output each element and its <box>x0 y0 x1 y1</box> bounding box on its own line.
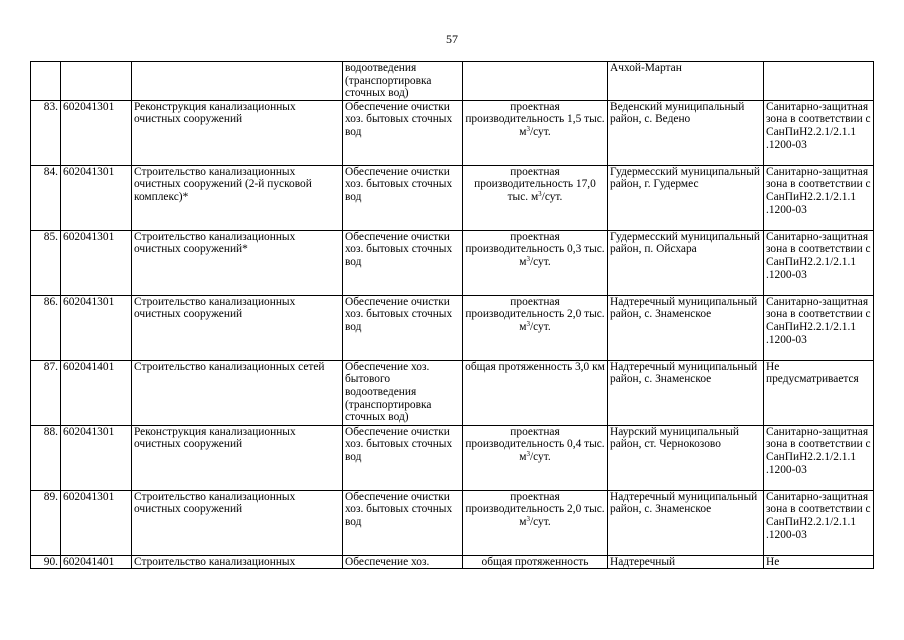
cell-location: Гудермесский муниципальный район, п. Ойсхара <box>608 230 764 295</box>
cell-code: 602041301 <box>61 100 132 165</box>
cell-capacity <box>463 62 608 101</box>
table-row <box>31 555 874 569</box>
cell-location: Гудермесский муниципальный район, г. Гудермес <box>608 165 764 230</box>
cell-code <box>61 62 132 101</box>
cell-zone: Санитарно-защитная зона в соответствии с СанПиН2.2.1/2.1.1 .1200-03 <box>764 230 874 295</box>
cell-number: 89. <box>31 490 61 555</box>
cell-location: Надтеречный муниципальный район, с. Знаменское <box>608 295 764 360</box>
cell-name <box>132 62 343 101</box>
cell-zone: Санитарно-защитная зона в соответствии с СанПиН2.2.1/2.1.1 .1200-03 <box>764 425 874 490</box>
cell-code: 602041401 <box>61 555 132 569</box>
cell-code: 602041301 <box>61 230 132 295</box>
cell-location: Веденский муниципальный район, с. Ведено <box>608 100 764 165</box>
table-row <box>31 295 874 360</box>
cell-zone: Санитарно-защитная зона в соответствии с СанПиН2.2.1/2.1.1 .1200-03 <box>764 490 874 555</box>
cell-capacity: проектная производительность 1,5 тыс. $м^3$/сут. <box>463 100 608 165</box>
cell-purpose: Обеспечение очистки хоз. бытовых сточных вод <box>343 165 463 230</box>
cell-number: 87. <box>31 360 61 425</box>
superscript-3: 3 <box>526 514 530 523</box>
cell-code: 602041301 <box>61 165 132 230</box>
cell-purpose: Обеспечение хоз. бытового водоотведения (транспортировка сточных вод) <box>343 360 463 425</box>
cell-capacity: общая протяженность 3,0 км <box>463 360 608 425</box>
cell-location: Ачхой-Мартан <box>608 62 764 101</box>
cell-number <box>31 62 61 101</box>
cell-purpose: Обеспечение очистки хоз. бытовых сточных вод <box>343 425 463 490</box>
cell-name: Строительство канализационных очистных сооружений <box>132 295 343 360</box>
cell-code: 602041401 <box>61 360 132 425</box>
cell-zone <box>764 62 874 101</box>
cell-number: 85. <box>31 230 61 295</box>
cell-zone: Санитарно-защитная зона в соответствии с СанПиН2.2.1/2.1.1 .1200-03 <box>764 100 874 165</box>
cell-code: 602041301 <box>61 425 132 490</box>
table-row <box>31 62 874 101</box>
cell-code: 602041301 <box>61 490 132 555</box>
cell-zone: Санитарно-защитная зона в соответствии с СанПиН2.2.1/2.1.1 .1200-03 <box>764 295 874 360</box>
cell-name: Строительство канализационных сетей <box>132 360 343 425</box>
cell-purpose: Обеспечение очистки хоз. бытовых сточных вод <box>343 100 463 165</box>
cell-number: 84. <box>31 165 61 230</box>
cell-zone: Не предусматривается <box>764 360 874 425</box>
superscript-3: 3 <box>526 254 530 263</box>
cell-code: 602041301 <box>61 295 132 360</box>
superscript-3: 3 <box>538 189 542 198</box>
cell-number: 90. <box>31 555 61 569</box>
page-number: 57 <box>446 32 458 46</box>
cell-zone: Санитарно-защитная зона в соответствии с СанПиН2.2.1/2.1.1 .1200-03 <box>764 165 874 230</box>
cell-location: Надтеречный <box>608 555 764 569</box>
table-row <box>31 490 874 555</box>
cell-number: 88. <box>31 425 61 490</box>
cell-location: Надтеречный муниципальный район, с. Знаменское <box>608 360 764 425</box>
cell-capacity: проектная производительность 2,0 тыс. $м^3$/сут. <box>463 295 608 360</box>
cell-name: Строительство канализационных очистных сооружений (2-й пусковой комплекс)* <box>132 165 343 230</box>
cell-purpose: водоотведения (транспортировка сточных вод) <box>343 62 463 101</box>
table-body <box>31 62 874 569</box>
cell-purpose: Обеспечение хоз. <box>343 555 463 569</box>
cell-number: 86. <box>31 295 61 360</box>
cell-capacity: общая протяженность <box>463 555 608 569</box>
cell-capacity: проектная производительность 0,4 тыс. $м^3$/сут. <box>463 425 608 490</box>
cell-number: 83. <box>31 100 61 165</box>
table-row <box>31 165 874 230</box>
cell-capacity: проектная производительность 0,3 тыс. $м^3$/сут. <box>463 230 608 295</box>
table-row <box>31 425 874 490</box>
cell-capacity: проектная производительность 17,0 тыс. $м^3$/сут. <box>463 165 608 230</box>
cell-zone: Не <box>764 555 874 569</box>
cell-name: Реконструкция канализационных очистных сооружений <box>132 425 343 490</box>
table-row <box>31 230 874 295</box>
objects-table <box>30 61 874 569</box>
cell-purpose: Обеспечение очистки хоз. бытовых сточных вод <box>343 295 463 360</box>
superscript-3: 3 <box>526 449 530 458</box>
cell-name: Строительство канализационных очистных сооружений* <box>132 230 343 295</box>
cell-location: Наурский муниципальный район, ст. Чернокозово <box>608 425 764 490</box>
cell-purpose: Обеспечение очистки хоз. бытовых сточных вод <box>343 490 463 555</box>
table-row <box>31 360 874 425</box>
cell-name: Строительство канализационных <box>132 555 343 569</box>
cell-name: Реконструкция канализационных очистных сооружений <box>132 100 343 165</box>
table-row <box>31 100 874 165</box>
superscript-3: 3 <box>526 124 530 133</box>
cell-purpose: Обеспечение очистки хоз. бытовых сточных вод <box>343 230 463 295</box>
cell-capacity: проектная производительность 2,0 тыс. $м^3$/сут. <box>463 490 608 555</box>
cell-name: Строительство канализационных очистных сооружений <box>132 490 343 555</box>
superscript-3: 3 <box>526 319 530 328</box>
cell-location: Надтеречный муниципальный район, с. Знаменское <box>608 490 764 555</box>
